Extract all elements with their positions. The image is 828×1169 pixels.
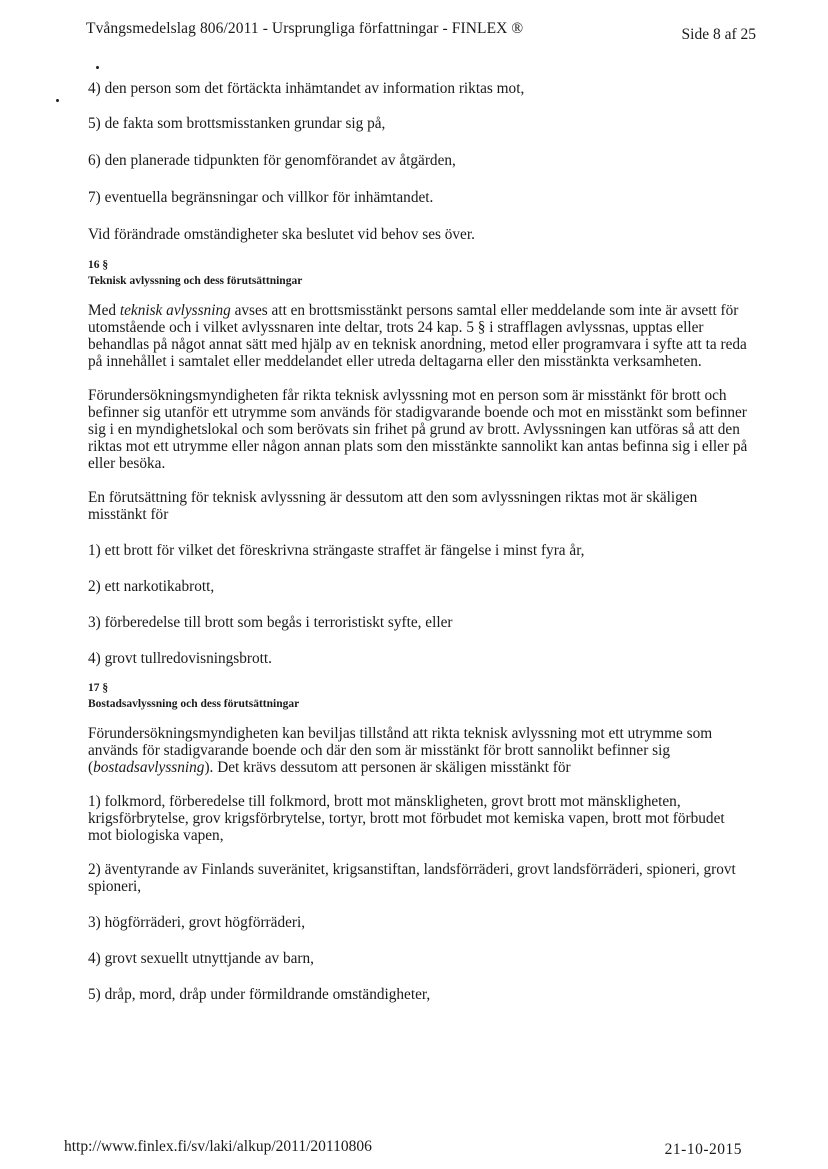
paragraph: Förundersökningsmyndigheten får rikta teknisk avlyssning mot en person som är misstänkt för brott och befinner sig utanför ett utrymme som används för stadigvarande boende och mot en misstänkt som befinner sig i en myndighetslokal och som berövats sin frihet på grund av brott. Avlyssningen kan utföras så att den riktas mot ett utrymme eller någon annan plats som den misstänkte sannolikt kan antas befinna sig i eller på eller besöka.	[88, 387, 748, 472]
list-item: 6) den planerade tidpunkten för genomförandet av åtgärden,	[88, 152, 456, 169]
header-title: Tvångsmedelslag 806/2011 - Ursprungliga författningar - FINLEX ®	[86, 20, 524, 37]
paragraph: Med teknisk avlyssning avses att en brottsmisstänkt persons samtal eller meddelande som inte är avsett för utomstående och i vilket avlyssnaren inte deltar, trots 24 kap. 5 § i strafflagen avlyssnas, upptas eller behandlas på något annat sätt med hjälp av en teknisk anordning, metod eller programvara i syfte att ta reda på innehållet i samtalet eller meddelandet eller utreda deltagarna eller den misstänkta verksamheten.	[88, 302, 747, 370]
list-item: 5) de fakta som brottsmisstanken grundar sig på,	[88, 115, 386, 132]
list-item: 4) den person som det förtäckta inhämtandet av information riktas mot,	[88, 80, 525, 97]
paragraph: Förundersökningsmyndigheten kan beviljas tillstånd att rikta teknisk avlyssning mot ett utrymme som används för stadigvarande boende och där den som är misstänkt för brott sannolikt befinner sig (bostadsavlyssning). Det krävs dessutom att personen är skäligen misstänkt för	[88, 725, 713, 776]
list-item: 7) eventuella begränsningar och villkor för inhämtandet.	[88, 189, 434, 206]
defined-term: teknisk avlyssning	[119, 302, 231, 319]
document-body	[88, 76, 748, 1003]
list-item: 1) ett brott för vilket det föreskrivna strängaste straffet är fängelse i minst fyra år,	[88, 542, 585, 559]
defined-term: bostadsavlyssning	[93, 759, 205, 776]
section-title: Teknisk avlyssning och dess förutsättningar	[88, 275, 303, 287]
list-item: 2) äventyrande av Finlands suveränitet, krigsanstiftan, landsförräderi, grovt landsförräderi, spioneri, grovt spioneri,	[88, 861, 736, 895]
list-item: 4) grovt sexuellt utnyttjande av barn,	[88, 950, 314, 967]
list-item: 3) förberedelse till brott som begås i terroristiskt syfte, eller	[88, 614, 453, 631]
scan-speck	[56, 99, 59, 102]
scan-speck	[96, 66, 99, 69]
paragraph: Vid förändrade omständigheter ska beslutet vid behov ses över.	[88, 226, 475, 243]
section-number: 16 §	[88, 259, 109, 271]
list-item: 2) ett narkotikabrott,	[88, 578, 215, 595]
paragraph: En förutsättning för teknisk avlyssning är dessutom att den som avlyssningen riktas mot är skäligen misstänkt för	[88, 489, 698, 523]
section-title: Bostadsavlyssning och dess förutsättningar	[88, 698, 300, 710]
footer-date: 21-10-2015	[664, 1141, 742, 1158]
list-item: 5) dråp, mord, dråp under förmildrande omständigheter,	[88, 986, 431, 1003]
list-item: 3) högförräderi, grovt högförräderi,	[88, 914, 306, 931]
header-page-number: Side 8 af 25	[681, 26, 756, 43]
section-number: 17 §	[88, 682, 109, 694]
list-item: 1) folkmord, förberedelse till folkmord, brott mot mänskligheten, grovt brott mot mänskligheten, krigsförbrytelse, grov krigsförbrytelse, tortyr, brott mot förbudet mot kemiska vapen, brott mot förbudet mot biologiska vapen,	[88, 793, 725, 844]
list-item: 4) grovt tullredovisningsbrott.	[88, 650, 272, 667]
footer-url: http://www.finlex.fi/sv/laki/alkup/2011/20110806	[64, 1138, 372, 1155]
